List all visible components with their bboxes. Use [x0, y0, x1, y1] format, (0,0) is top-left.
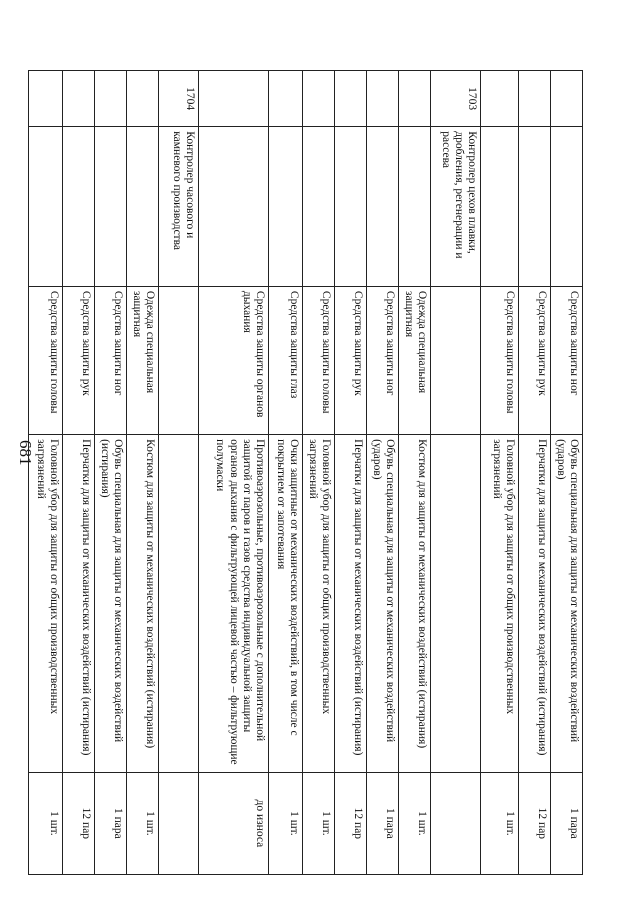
norm-cell: 1 шт. — [481, 772, 519, 874]
code-cell — [95, 71, 127, 127]
norm-cell: 1 пара — [367, 772, 399, 874]
description-cell: Обувь специальная для защиты от механических воздействий (истирания) — [95, 435, 127, 773]
item-cell: Средства защиты рук — [63, 286, 95, 434]
code-cell — [29, 71, 63, 127]
norm-cell: 1 пара — [95, 772, 127, 874]
profession-cell — [335, 127, 367, 287]
profession-cell — [95, 127, 127, 287]
table-body — [29, 71, 583, 875]
profession-cell — [519, 127, 551, 287]
item-cell: Одежда специальная защитная — [127, 286, 159, 434]
profession-cell — [199, 127, 269, 287]
item-cell: Средства защиты рук — [335, 286, 367, 434]
table-row — [519, 71, 551, 875]
table-row — [335, 71, 367, 875]
table-row — [159, 71, 199, 875]
profession-cell — [269, 127, 303, 287]
code-cell — [335, 71, 367, 127]
description-cell: Головной убор для защиты от общих производственных загрязнений — [303, 435, 335, 773]
norm-cell: 1 шт. — [303, 772, 335, 874]
code-cell — [399, 71, 431, 127]
code-cell — [367, 71, 399, 127]
description-cell — [431, 435, 481, 773]
item-cell: Средства защиты головы — [29, 286, 63, 434]
code-cell — [519, 71, 551, 127]
item-cell: Средства защиты головы — [303, 286, 335, 434]
item-cell — [159, 286, 199, 434]
description-cell: Обувь специальная для защиты от механических воздействий (ударов) — [551, 435, 583, 773]
description-cell: Перчатки для защиты от механических воздействий (истирания) — [335, 435, 367, 773]
item-cell: Средства защиты ног — [367, 286, 399, 434]
code-cell — [199, 71, 269, 127]
table-row — [127, 71, 159, 875]
code-cell: 1704 — [159, 71, 199, 127]
item-cell: Средства защиты глаз — [269, 286, 303, 434]
norm-cell: 1 пара — [551, 772, 583, 874]
code-cell — [63, 71, 95, 127]
table-row — [303, 71, 335, 875]
table-row — [95, 71, 127, 875]
profession-cell: Контролер часового и камневого производства — [159, 127, 199, 287]
description-cell: Костюм для защиты от механических воздействий (истирания) — [399, 435, 431, 773]
description-cell: Очки защитные от механических воздействий, в том числе с покрытием от запотевания — [269, 435, 303, 773]
item-cell: Средства защиты ног — [95, 286, 127, 434]
description-cell: Перчатки для защиты от механических воздействий (истирания) — [63, 435, 95, 773]
profession-cell — [303, 127, 335, 287]
table-row — [63, 71, 95, 875]
profession-cell: Контролер цехов плавки, дробления, регенерации и рассева — [431, 127, 481, 287]
norm-cell: 1 шт. — [127, 772, 159, 874]
rotated-table-container — [34, 70, 583, 875]
table-row — [431, 71, 481, 875]
item-cell: Одежда специальная защитная — [399, 286, 431, 434]
description-cell: Противоаэрозольные, противоаэрозольные с дополнительной защитой от паров и газов средства индивидуальной защиты органов дыхания с фильтрующей лицевой частью – фильтрующие полумаски — [199, 435, 269, 773]
code-cell — [481, 71, 519, 127]
profession-cell — [29, 127, 63, 287]
table-row — [367, 71, 399, 875]
norm-cell: до износа — [199, 772, 269, 874]
profession-cell — [399, 127, 431, 287]
norm-cell — [159, 772, 199, 874]
description-cell — [159, 435, 199, 773]
description-cell: Обувь специальная для защиты от механических воздействий (ударов) — [367, 435, 399, 773]
code-cell — [303, 71, 335, 127]
table-row — [269, 71, 303, 875]
page-number: 681 — [16, 440, 35, 466]
description-cell: Головной убор для защиты от общих производственных загрязнений — [29, 435, 63, 773]
norm-cell: 1 шт. — [399, 772, 431, 874]
profession-cell — [127, 127, 159, 287]
item-cell — [431, 286, 481, 434]
description-cell: Головной убор для защиты от общих производственных загрязнений — [481, 435, 519, 773]
item-cell: Средства защиты рук — [519, 286, 551, 434]
table-row — [481, 71, 519, 875]
norm-cell: 12 пар — [519, 772, 551, 874]
code-cell: 1703 — [431, 71, 481, 127]
ppe-norms-table — [28, 70, 583, 875]
profession-cell — [551, 127, 583, 287]
norm-cell: 1 шт. — [29, 772, 63, 874]
code-cell — [269, 71, 303, 127]
profession-cell — [481, 127, 519, 287]
norm-cell — [431, 772, 481, 874]
profession-cell — [63, 127, 95, 287]
item-cell: Средства защиты головы — [481, 286, 519, 434]
table-row — [29, 71, 63, 875]
description-cell: Костюм для защиты от механических воздействий (истирания) — [127, 435, 159, 773]
norm-cell: 1 шт. — [269, 772, 303, 874]
table-row — [199, 71, 269, 875]
norm-cell: 12 пар — [63, 772, 95, 874]
description-cell: Перчатки для защиты от механических воздействий (истирания) — [519, 435, 551, 773]
code-cell — [127, 71, 159, 127]
table-row — [399, 71, 431, 875]
table-row — [551, 71, 583, 875]
norm-cell: 12 пар — [335, 772, 367, 874]
profession-cell — [367, 127, 399, 287]
item-cell: Средства защиты ног — [551, 286, 583, 434]
item-cell: Средства защиты органов дыхания — [199, 286, 269, 434]
code-cell — [551, 71, 583, 127]
